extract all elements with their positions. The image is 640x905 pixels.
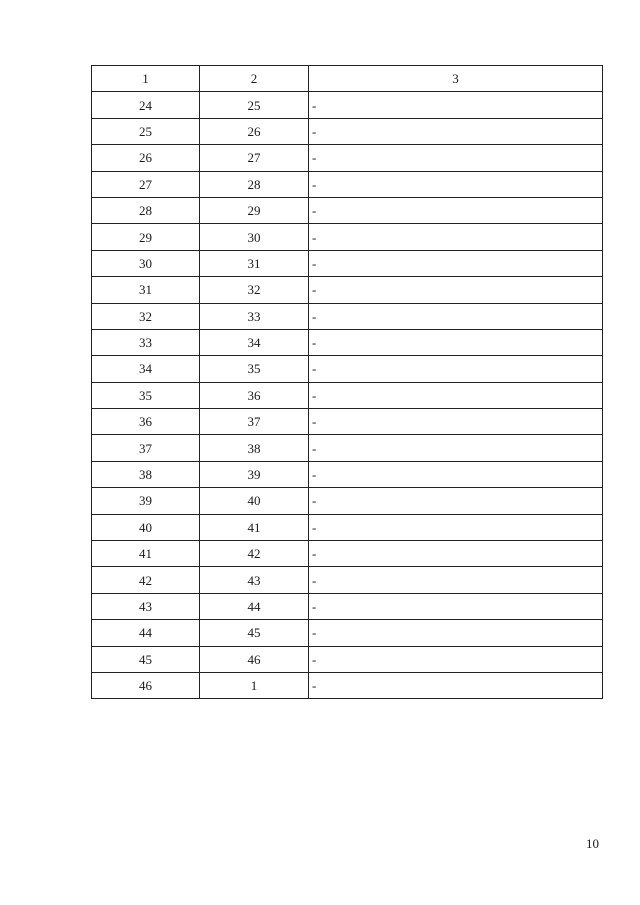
table-cell-col-1: 29 bbox=[92, 224, 200, 250]
table-row bbox=[92, 409, 603, 435]
table-cell-col-2: 39 bbox=[200, 461, 309, 487]
table-cell-col-3: - bbox=[309, 329, 603, 355]
table-row bbox=[92, 277, 603, 303]
column-header-3: 3 bbox=[309, 66, 603, 92]
table-cell-col-3: - bbox=[309, 92, 603, 118]
table-row bbox=[92, 197, 603, 223]
table-cell-col-3: - bbox=[309, 171, 603, 197]
table-cell-col-3: - bbox=[309, 118, 603, 144]
table-cell-col-1: 32 bbox=[92, 303, 200, 329]
table-cell-col-2: 41 bbox=[200, 514, 309, 540]
column-header-1: 1 bbox=[92, 66, 200, 92]
table-row bbox=[92, 461, 603, 487]
table-row bbox=[92, 514, 603, 540]
table-cell-col-2: 43 bbox=[200, 567, 309, 593]
table-row bbox=[92, 541, 603, 567]
table-cell-col-2: 27 bbox=[200, 145, 309, 171]
table-cell-col-3: - bbox=[309, 514, 603, 540]
table-cell-col-2: 26 bbox=[200, 118, 309, 144]
column-header-2: 2 bbox=[200, 66, 309, 92]
table-row bbox=[92, 382, 603, 408]
table-cell-col-3: - bbox=[309, 277, 603, 303]
table-cell-col-1: 41 bbox=[92, 541, 200, 567]
table-cell-col-3: - bbox=[309, 435, 603, 461]
page-number: 10 bbox=[586, 836, 599, 851]
table-cell-col-1: 42 bbox=[92, 567, 200, 593]
table-cell-col-1: 31 bbox=[92, 277, 200, 303]
table-cell-col-2: 30 bbox=[200, 224, 309, 250]
table-row bbox=[92, 118, 603, 144]
table-cell-col-2: 38 bbox=[200, 435, 309, 461]
table-cell-col-2: 28 bbox=[200, 171, 309, 197]
table-cell-col-1: 25 bbox=[92, 118, 200, 144]
table-cell-col-2: 34 bbox=[200, 329, 309, 355]
table-cell-col-3: - bbox=[309, 197, 603, 223]
table-row bbox=[92, 329, 603, 355]
table-cell-col-1: 33 bbox=[92, 329, 200, 355]
table-cell-col-1: 27 bbox=[92, 171, 200, 197]
table-cell-col-3: - bbox=[309, 303, 603, 329]
table-cell-col-1: 43 bbox=[92, 593, 200, 619]
table-cell-col-2: 37 bbox=[200, 409, 309, 435]
table-row bbox=[92, 593, 603, 619]
table-cell-col-3: - bbox=[309, 409, 603, 435]
table-cell-col-1: 40 bbox=[92, 514, 200, 540]
table-cell-col-3: - bbox=[309, 356, 603, 382]
table-cell-col-2: 35 bbox=[200, 356, 309, 382]
table-cell-col-1: 36 bbox=[92, 409, 200, 435]
table-header-row bbox=[92, 66, 603, 92]
table-cell-col-1: 34 bbox=[92, 356, 200, 382]
table-cell-col-2: 29 bbox=[200, 197, 309, 223]
table-cell-col-1: 24 bbox=[92, 92, 200, 118]
table-cell-col-2: 44 bbox=[200, 593, 309, 619]
table-cell-col-3: - bbox=[309, 646, 603, 672]
table-row bbox=[92, 567, 603, 593]
table-row bbox=[92, 435, 603, 461]
table-row bbox=[92, 646, 603, 672]
table-row bbox=[92, 171, 603, 197]
table-cell-col-1: 30 bbox=[92, 250, 200, 276]
table-cell-col-2: 42 bbox=[200, 541, 309, 567]
table-cell-col-3: - bbox=[309, 488, 603, 514]
table-cell-col-3: - bbox=[309, 567, 603, 593]
table-cell-col-3: - bbox=[309, 224, 603, 250]
table-row bbox=[92, 303, 603, 329]
table-row bbox=[92, 145, 603, 171]
table-row bbox=[92, 92, 603, 118]
table-cell-col-3: - bbox=[309, 541, 603, 567]
table-row bbox=[92, 356, 603, 382]
table-row bbox=[92, 224, 603, 250]
table-cell-col-1: 46 bbox=[92, 672, 200, 698]
table-cell-col-3: - bbox=[309, 250, 603, 276]
table-cell-col-3: - bbox=[309, 672, 603, 698]
table-cell-col-2: 46 bbox=[200, 646, 309, 672]
table-cell-col-2: 31 bbox=[200, 250, 309, 276]
table-cell-col-3: - bbox=[309, 620, 603, 646]
table-cell-col-1: 37 bbox=[92, 435, 200, 461]
table-cell-col-2: 32 bbox=[200, 277, 309, 303]
table-body bbox=[92, 92, 603, 699]
data-table bbox=[91, 65, 603, 699]
table-cell-col-1: 44 bbox=[92, 620, 200, 646]
table-cell-col-3: - bbox=[309, 461, 603, 487]
table-row bbox=[92, 250, 603, 276]
table-cell-col-1: 28 bbox=[92, 197, 200, 223]
table-cell-col-2: 25 bbox=[200, 92, 309, 118]
table-cell-col-3: - bbox=[309, 382, 603, 408]
table-row bbox=[92, 620, 603, 646]
table-row bbox=[92, 672, 603, 698]
table-cell-col-2: 45 bbox=[200, 620, 309, 646]
table-cell-col-2: 40 bbox=[200, 488, 309, 514]
table-cell-col-1: 26 bbox=[92, 145, 200, 171]
table-cell-col-3: - bbox=[309, 145, 603, 171]
table-cell-col-1: 45 bbox=[92, 646, 200, 672]
table-cell-col-1: 39 bbox=[92, 488, 200, 514]
table-cell-col-1: 35 bbox=[92, 382, 200, 408]
table-cell-col-2: 33 bbox=[200, 303, 309, 329]
table-cell-col-1: 38 bbox=[92, 461, 200, 487]
table-cell-col-3: - bbox=[309, 593, 603, 619]
table-cell-col-2: 36 bbox=[200, 382, 309, 408]
table-cell-col-2: 1 bbox=[200, 672, 309, 698]
table-row bbox=[92, 488, 603, 514]
